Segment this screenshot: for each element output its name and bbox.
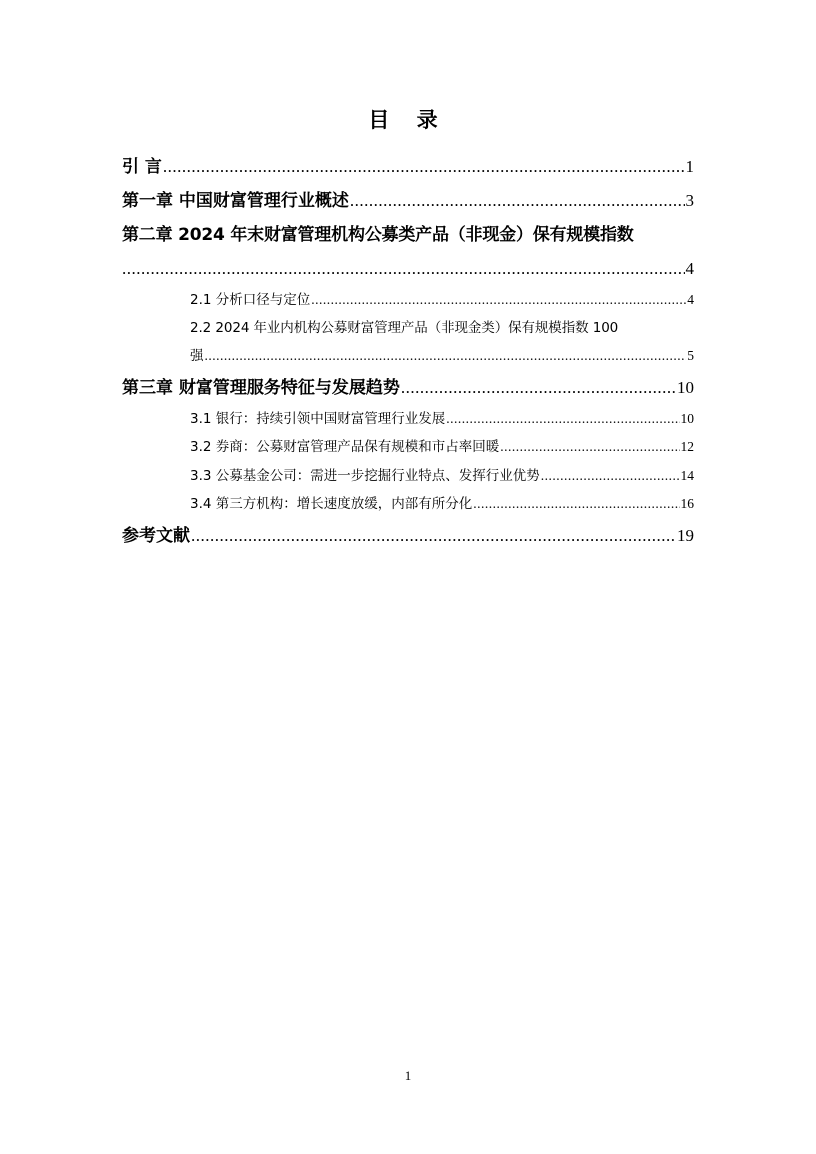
- toc-entry-label: 参考文献: [122, 525, 190, 546]
- toc-entry-label-continued: 强: [190, 348, 204, 364]
- toc-entry-label: 3.3 公募基金公司：需进一步挖掘行业特点、发挥行业优势: [190, 467, 540, 484]
- toc-entry-label: 2.1 分析口径与定位: [190, 292, 311, 308]
- toc-page-number: 14: [680, 467, 694, 483]
- toc-entry-chapter-2[interactable]: [122, 218, 694, 286]
- toc-page-number: 12: [680, 439, 694, 454]
- toc-dot-leader: [401, 371, 676, 405]
- toc-entry-section-3-2[interactable]: [122, 433, 694, 462]
- toc-entry-label: 3.2 券商：公募财富管理产品保有规模和市占率回暖: [190, 439, 500, 455]
- toc-entry-chapter-1[interactable]: [122, 184, 694, 218]
- toc-page-number: 4: [687, 292, 694, 307]
- toc-page-number: 16: [680, 496, 694, 511]
- footer-page-number: 1: [404, 1068, 412, 1083]
- toc-entry-continuation: [122, 342, 694, 371]
- toc-entry-section-2-1[interactable]: [122, 286, 694, 315]
- toc-dot-leader: [191, 519, 676, 553]
- toc-entry-label: 3.4 第三方机构：增长速度放缓，内部有所分化: [190, 496, 473, 512]
- toc-entry-section-3-3[interactable]: [122, 462, 694, 491]
- toc-dot-leader: [446, 405, 679, 433]
- page-title: 目 录: [368, 108, 448, 132]
- toc-entry-label: 第一章 中国财富管理行业概述: [122, 191, 349, 211]
- toc-entry-section-3-1[interactable]: [122, 405, 694, 434]
- toc-entry-references[interactable]: [122, 519, 694, 553]
- toc-dot-leader: [541, 462, 680, 490]
- toc-page-number: 4: [685, 259, 694, 278]
- toc-entry-intro[interactable]: [122, 150, 694, 184]
- toc-entry-continuation: [122, 252, 694, 286]
- toc-entry-label: 引 言: [122, 157, 162, 177]
- toc-dot-leader: [311, 286, 686, 314]
- toc-entry-chapter-3[interactable]: [122, 371, 694, 405]
- toc-dot-leader: [350, 184, 685, 218]
- toc-dot-leader: [500, 433, 679, 461]
- toc-entry-label: 3.1 银行：持续引领中国财富管理行业发展: [190, 410, 446, 427]
- toc-entry-label: 2.2 2024 年业内机构公募财富管理产品（非现金类）保有规模指数 100: [190, 319, 619, 336]
- toc-page-number: 5: [687, 348, 694, 363]
- toc-entry-label: 第三章 财富管理服务特征与发展趋势: [122, 377, 400, 398]
- toc-dot-leader: [205, 342, 687, 370]
- toc-page-number: 3: [685, 191, 694, 210]
- toc-entry-section-3-4[interactable]: [122, 490, 694, 519]
- toc-page-number: 10: [677, 377, 694, 397]
- toc-dot-leader: [163, 150, 685, 184]
- toc-page-number: 19: [677, 525, 694, 545]
- toc-dot-leader: [473, 490, 679, 518]
- table-of-contents: [122, 150, 694, 553]
- toc-entry-label: 第二章 2024 年末财富管理机构公募类产品（非现金）保有规模指数: [122, 225, 634, 245]
- toc-page-number: 10: [680, 410, 694, 426]
- toc-entry-section-2-2[interactable]: [122, 315, 694, 371]
- toc-page-number: 1: [685, 157, 694, 176]
- toc-dot-leader: [122, 252, 685, 286]
